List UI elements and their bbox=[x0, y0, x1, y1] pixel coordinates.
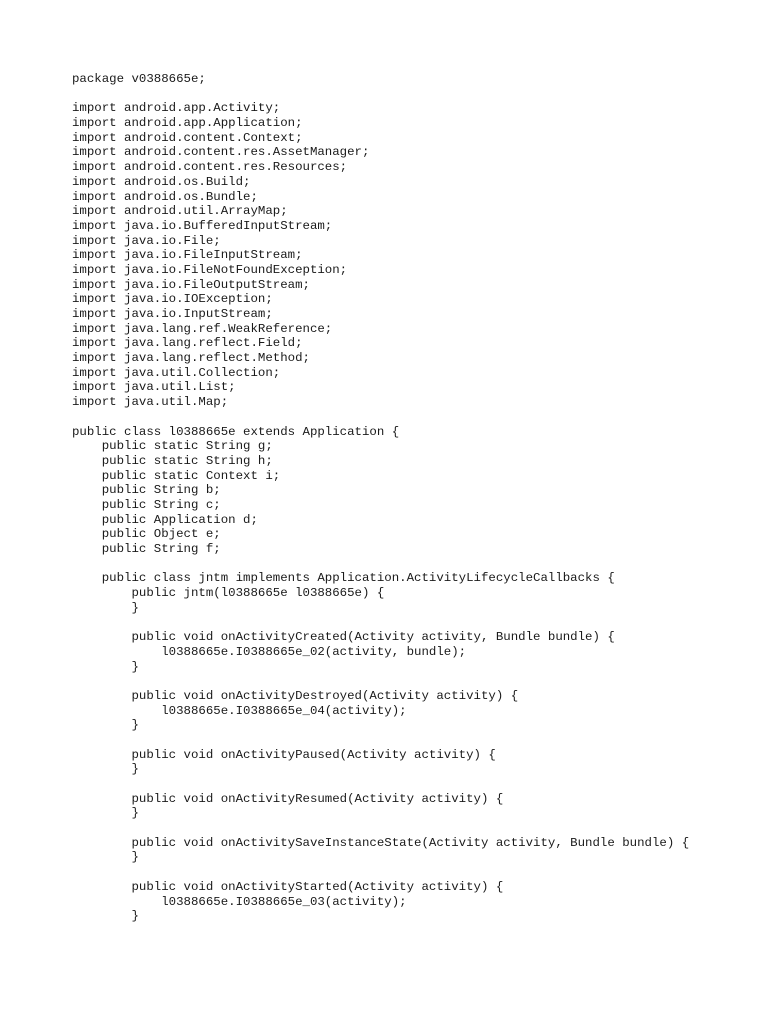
code-line: import java.util.Collection; bbox=[72, 365, 281, 380]
code-line: import android.os.Build; bbox=[72, 174, 251, 189]
code-listing bbox=[72, 72, 689, 924]
code-line: import android.app.Activity; bbox=[72, 101, 281, 116]
code-line: import java.io.File; bbox=[72, 233, 221, 248]
code-line bbox=[72, 87, 689, 102]
code-line: } bbox=[72, 806, 139, 821]
code-line: import android.os.Bundle; bbox=[72, 189, 258, 204]
code-line: public String c; bbox=[72, 497, 221, 512]
code-line: import android.content.res.AssetManager; bbox=[72, 145, 370, 160]
code-line: public void onActivityCreated(Activity activity, Bundle bundle) { bbox=[72, 630, 615, 645]
code-line: public static Context i; bbox=[72, 468, 281, 483]
code-line: import android.content.res.Resources; bbox=[72, 160, 348, 175]
code-line: public String b; bbox=[72, 483, 221, 498]
code-line: import android.app.Application; bbox=[72, 116, 303, 131]
code-line bbox=[72, 821, 689, 836]
code-line: public void onActivitySaveInstanceState(Activity activity, Bundle bundle) { bbox=[72, 835, 690, 850]
code-line: public static String h; bbox=[72, 453, 273, 468]
code-line: import android.util.ArrayMap; bbox=[72, 204, 288, 219]
code-line bbox=[72, 777, 689, 792]
code-line: import java.lang.ref.WeakReference; bbox=[72, 321, 333, 336]
code-line bbox=[72, 674, 689, 689]
code-line: } bbox=[72, 762, 139, 777]
code-line bbox=[72, 557, 689, 572]
code-line: public static String g; bbox=[72, 439, 273, 454]
code-line bbox=[72, 410, 689, 425]
code-line: public String f; bbox=[72, 542, 221, 556]
code-line: package v0388665e; bbox=[72, 72, 206, 86]
code-line: public class jntm implements Application.ActivityLifecycleCallbacks { bbox=[72, 571, 615, 586]
code-line: import java.util.List; bbox=[72, 380, 236, 395]
code-line: import java.io.FileNotFoundException; bbox=[72, 262, 348, 277]
code-line: import java.util.Map; bbox=[72, 395, 229, 410]
code-line: l0388665e.I0388665e_04(activity); bbox=[72, 703, 407, 718]
code-line: } bbox=[72, 909, 139, 924]
code-line: } bbox=[72, 850, 139, 865]
code-line: } bbox=[72, 718, 139, 733]
code-line: import android.content.Context; bbox=[72, 130, 303, 145]
code-line: import java.io.FileOutputStream; bbox=[72, 277, 310, 292]
code-line: public void onActivityDestroyed(Activity activity) { bbox=[72, 688, 519, 703]
code-line: public class l0388665e extends Application { bbox=[72, 424, 400, 439]
code-line: l0388665e.I0388665e_03(activity); bbox=[72, 894, 407, 909]
code-line: public Object e; bbox=[72, 527, 221, 542]
code-line: public void onActivityStarted(Activity activity) { bbox=[72, 879, 504, 894]
code-line: import java.lang.reflect.Method; bbox=[72, 351, 310, 366]
code-line: import java.io.BufferedInputStream; bbox=[72, 218, 333, 233]
code-line: l0388665e.I0388665e_02(activity, bundle); bbox=[72, 644, 467, 659]
code-line: import java.io.FileInputStream; bbox=[72, 248, 303, 263]
code-line: import java.io.IOException; bbox=[72, 292, 273, 307]
code-line: import java.lang.reflect.Field; bbox=[72, 336, 303, 351]
code-line: import java.io.InputStream; bbox=[72, 307, 273, 321]
code-line: public void onActivityPaused(Activity activity) { bbox=[72, 747, 496, 762]
code-line: public Application d; bbox=[72, 512, 258, 527]
code-line: } bbox=[72, 659, 139, 674]
code-line bbox=[72, 733, 689, 748]
code-line bbox=[72, 615, 689, 630]
code-line: public jntm(l0388665e l0388665e) { bbox=[72, 586, 385, 601]
code-line: } bbox=[72, 600, 139, 615]
code-line bbox=[72, 865, 689, 880]
code-line: public void onActivityResumed(Activity activity) { bbox=[72, 791, 504, 806]
